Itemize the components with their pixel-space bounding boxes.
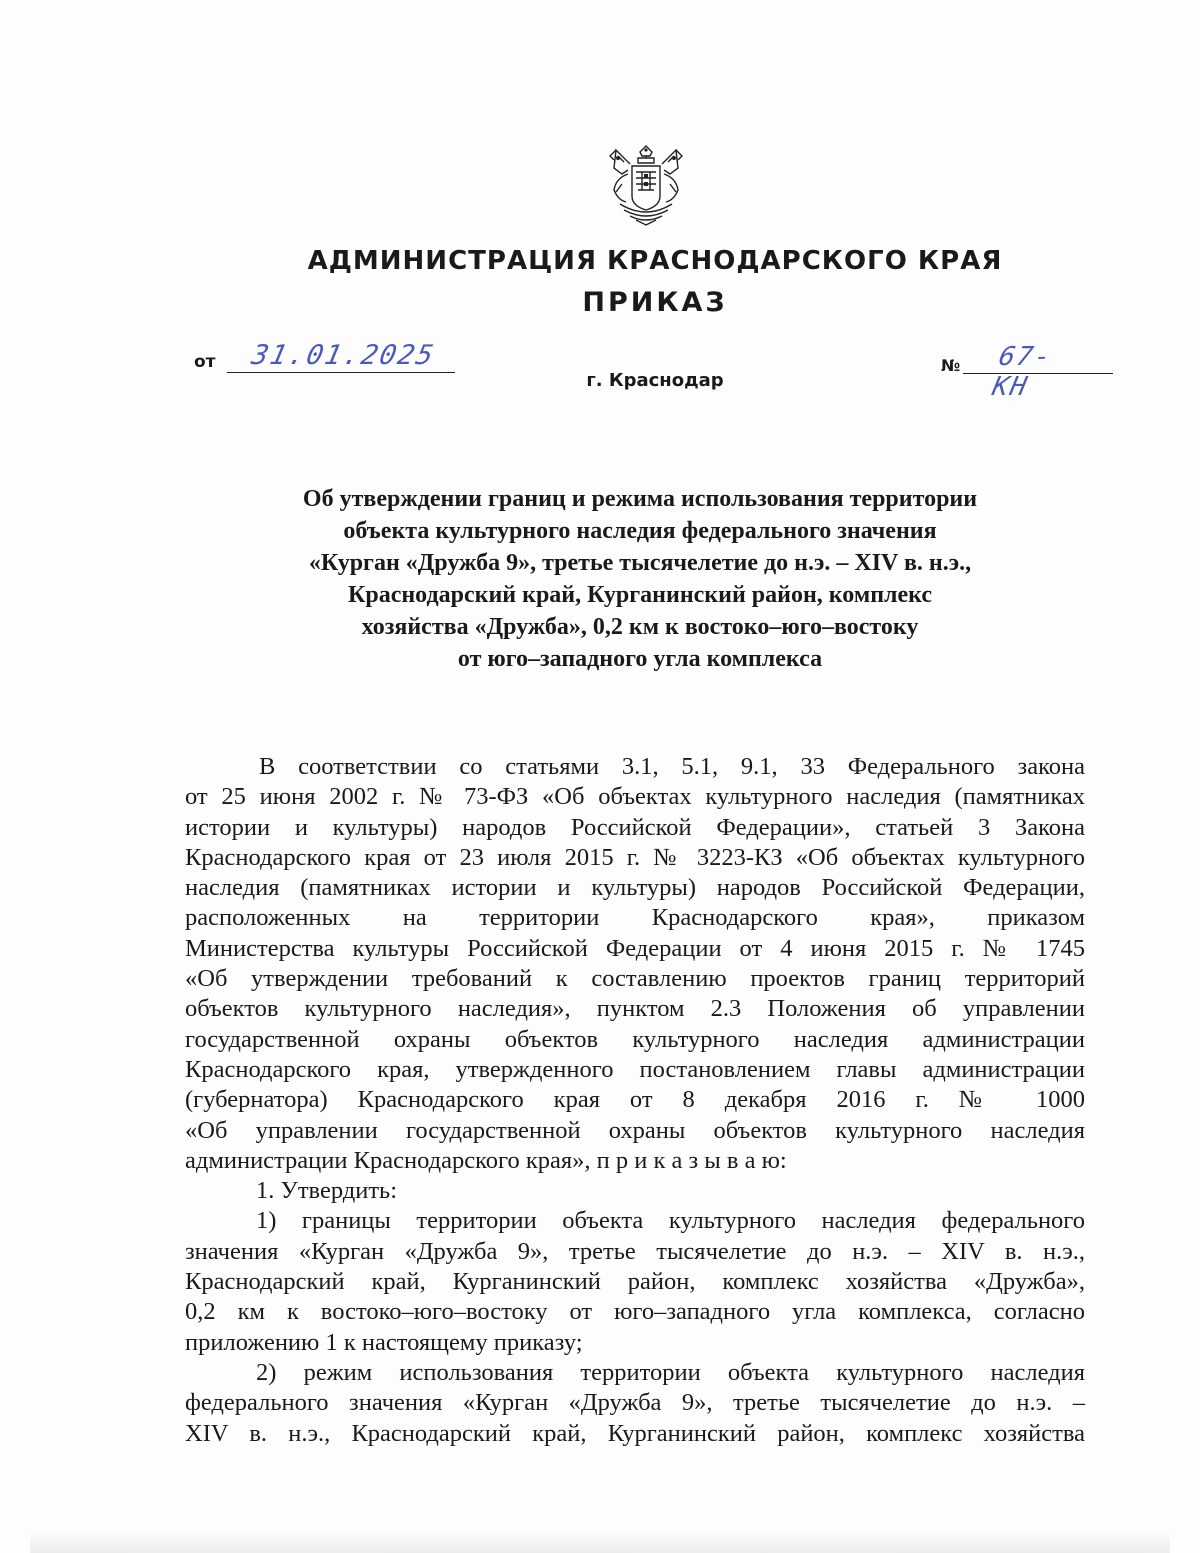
subject-line: Краснодарский край, Курганинский район, комплекс (347, 582, 933, 608)
body-line: объектов культурного наследия», пунктом 2.3 Положения об управлении (185, 995, 1085, 1023)
body-line: расположенных на территории Краснодарского края», приказом (185, 904, 1085, 932)
body-line: истории и культуры) народов Российской Федерации», статьей 3 Закона (185, 813, 1085, 841)
body-line: В соответствии со статьями 3.1, 5.1, 9.1, 33 Федерального закона (259, 753, 1085, 780)
city-label: г. Краснодар (586, 370, 724, 391)
body-line: от 25 июня 2002 г. № 73-ФЗ «Об объектах культурного наследия (памятниках (185, 783, 1085, 811)
body-line: приложению 1 к настоящему приказу; (185, 1328, 583, 1356)
body-line: Краснодарского края, утвержденного постановлением главы администрации (185, 1055, 1085, 1083)
body-line: «Об утверждении требований к составлению проектов границ территорий (185, 965, 1085, 993)
body-line: администрации Краснодарского края», п р и к а з ы в а ю: (185, 1146, 787, 1174)
subject-line: хозяйства «Дружба», 0,2 км к востоко–юго–востоку (361, 614, 919, 640)
date-prefix: от (194, 352, 216, 372)
body-text (185, 752, 1085, 1449)
body-line: 0,2 км к востоко–юго–востоку от юго–западного угла комплекса, согласно (185, 1298, 1085, 1326)
body-line: XIV в. н.э., Краснодарский край, Курганинский район, комплекс хозяйства (185, 1419, 1085, 1447)
body-line: (губернатора) Краснодарского края от 8 декабря 2016 г. № 1000 (185, 1086, 1085, 1114)
subject-line: от юго–западного угла комплекса (457, 646, 823, 672)
body-line: Министерства культуры Российской Федерации от 4 июня 2015 г. № 1745 (185, 934, 1085, 962)
number-prefix: № (941, 356, 961, 375)
body-line: 1) границы территории объекта культурного наследия федерального (256, 1207, 1085, 1235)
date-handwritten: 31.01.2025 (248, 340, 438, 371)
body-line: 1. Утвердить: (256, 1177, 398, 1205)
subject-line: «Курган «Дружба 9», третье тысячелетие до н.э. – XIV в. н.э., (308, 550, 972, 576)
body-line: значения «Курган «Дружба 9», третье тысячелетие до н.э. – XIV в. н.э., (185, 1237, 1085, 1265)
document-subject (200, 483, 1080, 675)
coat-of-arms-emblem (606, 144, 686, 226)
body-line: государственной охраны объектов культурного наследия администрации (185, 1025, 1085, 1053)
subject-line: объекта культурного наследия федерального значения (343, 518, 937, 544)
subject-line: Об утверждении границ и режима использования территории (302, 486, 978, 512)
body-line: «Об управлении государственной охраны объектов культурного наследия (185, 1116, 1085, 1144)
organization-title: АДМИНИСТРАЦИЯ КРАСНОДАРСКОГО КРАЯ (307, 246, 1003, 276)
body-line: федерального значения «Курган «Дружба 9», третье тысячелетие до н.э. – (185, 1389, 1085, 1417)
body-line: Краснодарского края от 23 июля 2015 г. № 3223-КЗ «Об объектах культурного (185, 843, 1085, 871)
body-line: 2) режим использования территории объекта культурного наследия (256, 1358, 1085, 1386)
number-handwritten: 67-КН (989, 342, 1056, 402)
body-line: наследия (памятниках истории и культуры) народов Российской Федерации, (185, 874, 1085, 902)
scan-shadow (30, 1531, 1170, 1553)
body-line: Краснодарский край, Курганинский район, комплекс хозяйства «Дружба», (185, 1268, 1085, 1296)
document-type: ПРИКАЗ (582, 287, 728, 318)
